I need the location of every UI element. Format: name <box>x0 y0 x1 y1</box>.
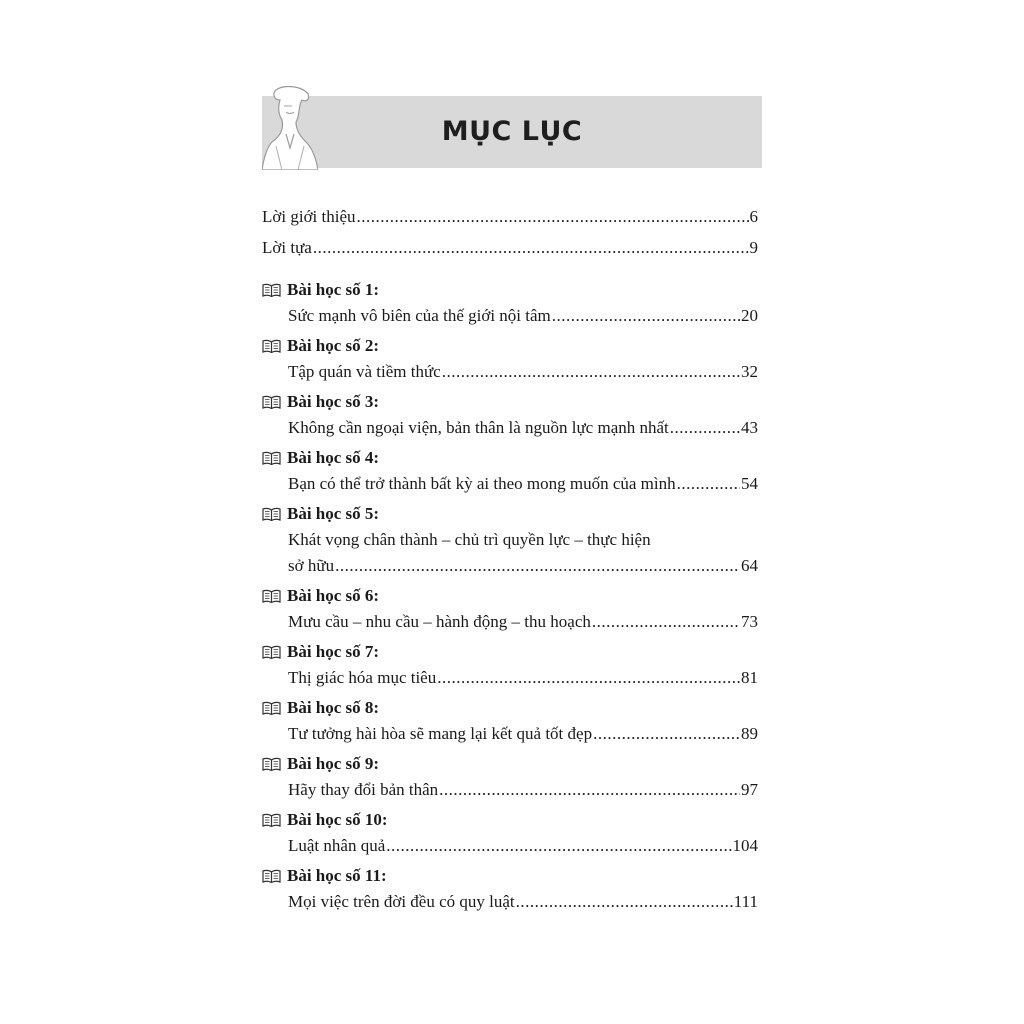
lesson-heading <box>262 807 758 833</box>
toc-page-number: 97 <box>741 780 758 799</box>
open-book-icon <box>262 589 281 603</box>
toc-page-number: 64 <box>741 556 758 575</box>
lesson-title-row <box>262 415 758 441</box>
lesson-title-row <box>262 889 758 915</box>
open-book-icon <box>262 701 281 715</box>
lesson-title: Luật nhân quả <box>288 836 386 855</box>
lesson-heading <box>262 863 758 889</box>
lesson-title: Sức mạnh vô biên của thế giới nội tâm <box>288 306 551 325</box>
lesson-number: Bài học số 4: <box>287 448 380 467</box>
lesson-title-row <box>262 721 758 747</box>
lesson-number: Bài học số 5: <box>287 504 380 523</box>
toc-page-number: 6 <box>749 207 758 226</box>
lesson-heading <box>262 583 758 609</box>
lesson-number: Bài học số 8: <box>287 698 380 717</box>
lesson-title-row <box>262 303 758 329</box>
page-title: MỤC LỤC <box>441 116 583 147</box>
toc-page-number: 111 <box>733 892 758 911</box>
toc-page-number: 104 <box>732 836 758 855</box>
lesson-number: Bài học số 6: <box>287 586 380 605</box>
lesson-title: Hãy thay đổi bản thân <box>288 780 439 799</box>
lesson-heading <box>262 445 758 471</box>
lesson-title: Mọi việc trên đời đều có quy luật <box>288 892 515 911</box>
lesson-entry[interactable] <box>262 695 758 747</box>
toc-page-number: 43 <box>741 418 758 437</box>
toc-entry-preface[interactable] <box>262 235 758 261</box>
toc-page-number: 9 <box>749 238 758 257</box>
dot-leader <box>593 721 740 747</box>
open-book-icon <box>262 645 281 659</box>
lesson-title: Không cần ngoại viện, bản thân là nguồn lực mạnh nhất <box>288 418 669 437</box>
lesson-title-row <box>262 609 758 635</box>
dot-leader <box>592 609 740 635</box>
toc-page-number: 89 <box>741 724 758 743</box>
toc-page-number: 20 <box>741 306 758 325</box>
lesson-entry[interactable] <box>262 333 758 385</box>
lesson-title-row <box>262 359 758 385</box>
dot-leader <box>516 889 733 915</box>
open-book-icon <box>262 283 281 297</box>
open-book-icon <box>262 757 281 771</box>
lesson-heading <box>262 501 758 527</box>
dot-leader <box>677 471 740 497</box>
lesson-title-row <box>262 471 758 497</box>
dot-leader <box>442 359 740 385</box>
lesson-entry[interactable] <box>262 863 758 915</box>
open-book-icon <box>262 869 281 883</box>
lesson-number: Bài học số 3: <box>287 392 380 411</box>
lesson-title: Tập quán và tiềm thức <box>288 362 441 381</box>
toc-entry-label: Lời giới thiệu <box>262 207 356 226</box>
lesson-heading <box>262 333 758 359</box>
lesson-entry[interactable] <box>262 445 758 497</box>
dot-leader <box>386 833 731 859</box>
dot-leader <box>439 777 740 803</box>
lesson-heading <box>262 389 758 415</box>
open-book-icon <box>262 339 281 353</box>
toc-entry-label: Lời tựa <box>262 238 312 257</box>
open-book-icon <box>262 395 281 409</box>
lesson-heading <box>262 695 758 721</box>
table-of-contents <box>262 199 758 919</box>
toc-entry-intro[interactable] <box>262 204 758 230</box>
lesson-entry[interactable] <box>262 583 758 635</box>
lesson-title-row <box>262 665 758 691</box>
dot-leader <box>357 204 749 230</box>
lesson-number: Bài học số 9: <box>287 754 380 773</box>
open-book-icon <box>262 451 281 465</box>
toc-page-number: 73 <box>741 612 758 631</box>
lesson-title-line: Khát vọng chân thành – chủ trì quyền lực – thực hiện <box>288 530 651 549</box>
open-book-icon <box>262 507 281 521</box>
lesson-number: Bài học số 2: <box>287 336 380 355</box>
dot-leader <box>552 303 740 329</box>
lesson-entry[interactable] <box>262 639 758 691</box>
lesson-heading <box>262 639 758 665</box>
lesson-title: Mưu cầu – nhu cầu – hành động – thu hoạch <box>288 612 591 631</box>
lesson-heading <box>262 751 758 777</box>
dot-leader <box>335 553 740 579</box>
open-book-icon <box>262 813 281 827</box>
dot-leader <box>670 415 740 441</box>
lesson-entry[interactable] <box>262 501 758 579</box>
lesson-title: Thị giác hóa mục tiêu <box>288 668 437 687</box>
toc-page-number: 54 <box>741 474 758 493</box>
lesson-title: Tư tưởng hài hòa sẽ mang lại kết quả tốt đẹp <box>288 724 593 743</box>
lesson-entry[interactable] <box>262 277 758 329</box>
lesson-heading <box>262 277 758 303</box>
lesson-number: Bài học số 10: <box>287 810 388 829</box>
toc-page-number: 32 <box>741 362 758 381</box>
lesson-title-row <box>262 833 758 859</box>
lesson-title-row <box>262 777 758 803</box>
lesson-title: sở hữu <box>288 556 335 575</box>
toc-page-number: 81 <box>741 668 758 687</box>
lesson-entry[interactable] <box>262 807 758 859</box>
lesson-entry[interactable] <box>262 751 758 803</box>
dot-leader <box>437 665 740 691</box>
lesson-title: Bạn có thể trở thành bất kỳ ai theo mong muốn của mình <box>288 474 676 493</box>
lesson-number: Bài học số 7: <box>287 642 380 661</box>
dot-leader <box>313 235 749 261</box>
lesson-number: Bài học số 1: <box>287 280 380 299</box>
lesson-title-row <box>262 553 758 579</box>
lesson-number: Bài học số 11: <box>287 866 387 885</box>
lesson-entry[interactable] <box>262 389 758 441</box>
